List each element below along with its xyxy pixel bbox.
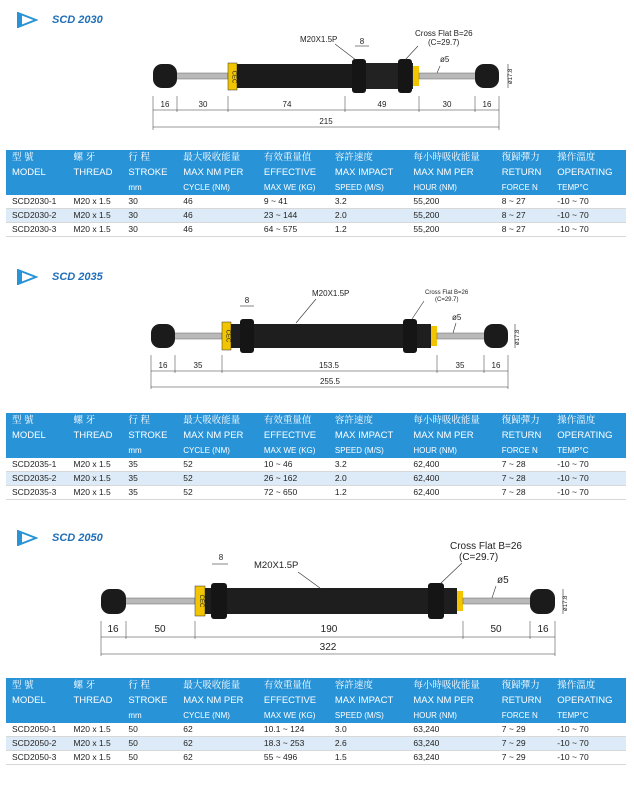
header-cell: [6, 443, 67, 458]
header-cell: 最大吸收能量: [183, 152, 241, 163]
collar-label: CEC: [230, 70, 237, 84]
cell-impact-speed: 1.2: [334, 224, 347, 234]
cap-diameter-label: ø17.8: [563, 595, 569, 611]
header-row-en: [6, 165, 626, 180]
header-cell: CYCLE (NM): [183, 183, 230, 192]
cell-return-force: 7 ~ 28: [501, 459, 526, 469]
dim-label: 30: [442, 100, 452, 109]
cell-effective-we: 64 ~ 575: [263, 224, 298, 234]
cell-max-nm-hour: 62,400: [413, 473, 440, 483]
cell-operating-temp: -10 ~ 70: [557, 487, 589, 497]
spec-table: [6, 678, 626, 765]
header-cell: [6, 708, 67, 723]
rod-diameter-label: ø5: [452, 313, 462, 322]
cell-thread: M20 x 1.5: [73, 224, 111, 234]
cell-stroke: 30: [128, 210, 138, 220]
dim-label: 74: [282, 100, 292, 109]
dim-label: 190: [320, 624, 338, 635]
cell-max-nm-hour: 63,240: [413, 724, 440, 734]
cell-return-force: 7 ~ 28: [501, 487, 526, 497]
cell-thread: M20 x 1.5: [73, 724, 111, 734]
header-cell: HOUR (NM): [413, 711, 457, 720]
cell-model: SCD2035-2: [12, 473, 57, 483]
cell-max-nm-cycle: 62: [183, 738, 193, 748]
header-cell: mm: [128, 711, 142, 720]
collar-label: CEC: [198, 594, 204, 608]
header-cell: 行 程: [128, 415, 150, 426]
header-cell: [67, 708, 122, 723]
cell-effective-we: 10 ~ 46: [263, 459, 293, 469]
header-cell: HOUR (NM): [413, 183, 457, 192]
header-cell: MAX NM PER: [183, 430, 244, 441]
header-cell: FORCE N: [501, 446, 538, 455]
header-cell: MODEL: [12, 695, 46, 706]
cell-stroke: 50: [128, 738, 138, 748]
cell-effective-we: 10.1 ~ 124: [263, 724, 305, 734]
cell-thread: M20 x 1.5: [73, 738, 111, 748]
cell-impact-speed: 3.2: [334, 459, 347, 469]
header-cell: RETURN: [501, 167, 542, 178]
header-cell: MAX WE (KG): [263, 446, 316, 455]
cell-max-nm-hour: 55,200: [413, 196, 440, 206]
cell-impact-speed: 2.0: [334, 473, 347, 483]
cell-max-nm-hour: 55,200: [413, 224, 440, 234]
cell-max-nm-hour: 63,240: [413, 752, 440, 762]
dim-label: 30: [198, 100, 208, 109]
header-cell: 操作溫度: [557, 680, 596, 691]
header-cell: STROKE: [128, 695, 168, 706]
header-cell: MAX IMPACT: [334, 167, 394, 178]
header-row-cn: [6, 413, 626, 428]
section-title: SCD 2035: [52, 271, 103, 283]
header-cell: MODEL: [12, 430, 46, 441]
flat-c-label: (C=29.7): [428, 38, 460, 47]
flat-c-label: (C=29.7): [459, 552, 499, 563]
cell-return-force: 8 ~ 27: [501, 224, 526, 234]
header-cell: STROKE: [128, 167, 168, 178]
header-cell: CYCLE (NM): [183, 446, 230, 455]
cap-diameter-label: ø17.8: [515, 329, 521, 345]
header-row-unit: [6, 708, 626, 723]
table-row: [6, 223, 626, 237]
cell-operating-temp: -10 ~ 70: [557, 473, 589, 483]
header-cell: EFFECTIVE: [263, 167, 317, 178]
header-cell: SPEED (M/S): [334, 711, 384, 720]
header-cell: HOUR (NM): [413, 446, 457, 455]
header-row-cn: [6, 678, 626, 693]
cell-return-force: 7 ~ 28: [501, 473, 526, 483]
header-cell: MAX WE (KG): [263, 183, 316, 192]
nut-label: 8: [218, 553, 224, 562]
header-cell: 最大吸收能量: [183, 680, 241, 691]
table-row: [6, 486, 626, 500]
cell-impact-speed: 1.5: [334, 752, 347, 762]
header-cell: MAX NM PER: [413, 430, 474, 441]
cell-effective-we: 23 ~ 144: [263, 210, 298, 220]
cell-stroke: 35: [128, 487, 138, 497]
rod-diameter-label: ø5: [497, 575, 509, 586]
dim-label: 50: [154, 624, 166, 635]
section-scd-2050: [0, 528, 634, 791]
cell-model: SCD2030-2: [12, 210, 57, 220]
table-row: [6, 723, 626, 737]
header-cell: 型 號: [12, 680, 34, 691]
cell-max-nm-hour: 55,200: [413, 210, 440, 220]
header-row-en: [6, 428, 626, 443]
header-cell: 復歸彈力: [501, 680, 540, 691]
cap-diameter-label: ø17.8: [508, 68, 514, 84]
header-cell: THREAD: [73, 430, 113, 441]
cell-effective-we: 55 ~ 496: [263, 752, 298, 762]
thread-label: M20X1.5P: [312, 289, 350, 298]
dim-label: 35: [193, 361, 203, 370]
header-cell: [67, 180, 122, 195]
cell-effective-we: 72 ~ 650: [263, 487, 298, 497]
total-length-label: 322: [319, 642, 337, 653]
cell-max-nm-hour: 63,240: [413, 738, 440, 748]
total-length-label: 255.5: [319, 377, 341, 386]
cell-thread: M20 x 1.5: [73, 473, 111, 483]
cell-max-nm-hour: 62,400: [413, 487, 440, 497]
header-cell: 每小時吸收能量: [413, 152, 480, 163]
header-cell: RETURN: [501, 430, 542, 441]
cell-max-nm-cycle: 46: [183, 210, 193, 220]
header-cell: [6, 180, 67, 195]
spec-table: [6, 150, 626, 237]
header-cell: 操作溫度: [557, 152, 596, 163]
header-cell: OPERATING: [557, 695, 613, 706]
section-scd-2035: [0, 263, 634, 513]
header-cell: 容許速度: [334, 152, 373, 163]
cell-model: SCD2050-2: [12, 738, 57, 748]
table-row: [6, 472, 626, 486]
section-title: SCD 2030: [52, 14, 103, 26]
flat-label: Cross Flat B=26: [450, 541, 522, 552]
cell-return-force: 7 ~ 29: [501, 752, 526, 762]
total-length-label: 215: [319, 117, 333, 126]
cell-operating-temp: -10 ~ 70: [557, 210, 589, 220]
cell-operating-temp: -10 ~ 70: [557, 459, 589, 469]
header-cell: 每小時吸收能量: [413, 680, 480, 691]
shock-absorber-drawing: [0, 263, 634, 403]
header-cell: 螺 牙: [73, 680, 96, 691]
cell-model: SCD2035-3: [12, 487, 57, 497]
header-cell: EFFECTIVE: [263, 695, 317, 706]
cell-max-nm-cycle: 46: [183, 224, 193, 234]
table-row: [6, 209, 626, 223]
header-cell: OPERATING: [557, 167, 613, 178]
header-cell: 型 號: [12, 152, 34, 163]
dim-label: 35: [455, 361, 465, 370]
header-cell: 有效重量值: [263, 152, 312, 163]
header-cell: 螺 牙: [73, 415, 96, 426]
cell-model: SCD2030-3: [12, 224, 57, 234]
dim-label: 49: [377, 100, 387, 109]
header-cell: 容許速度: [334, 415, 373, 426]
cell-return-force: 8 ~ 27: [501, 210, 526, 220]
cell-return-force: 8 ~ 27: [501, 196, 526, 206]
cell-return-force: 7 ~ 29: [501, 724, 526, 734]
section-scd-2030: [0, 0, 634, 250]
cell-stroke: 35: [128, 473, 138, 483]
spec-table: [6, 413, 626, 500]
header-cell: 有效重量值: [263, 415, 312, 426]
header-cell: TEMP°C: [557, 446, 589, 455]
header-cell: mm: [128, 183, 142, 192]
header-cell: 復歸彈力: [501, 152, 540, 163]
cell-thread: M20 x 1.5: [73, 196, 111, 206]
cell-stroke: 30: [128, 196, 138, 206]
flat-label: Cross Flat B=26: [415, 29, 473, 38]
header-cell: 有效重量值: [263, 680, 312, 691]
header-cell: EFFECTIVE: [263, 430, 317, 441]
thread-label: M20X1.5P: [254, 560, 299, 571]
cell-max-nm-cycle: 46: [183, 196, 193, 206]
table-row: [6, 458, 626, 472]
header-cell: [67, 443, 122, 458]
header-cell: MAX NM PER: [183, 167, 244, 178]
header-cell: 螺 牙: [73, 152, 96, 163]
shock-absorber-drawing: [0, 0, 634, 140]
header-cell: TEMP°C: [557, 711, 589, 720]
cell-impact-speed: 2.6: [334, 738, 347, 748]
header-cell: MAX NM PER: [183, 695, 244, 706]
collar-label: CEC: [224, 329, 231, 343]
header-row-unit: [6, 180, 626, 195]
cell-max-nm-cycle: 62: [183, 724, 193, 734]
cell-impact-speed: 1.2: [334, 487, 347, 497]
header-cell: SPEED (M/S): [334, 446, 384, 455]
header-cell: THREAD: [73, 167, 113, 178]
cell-max-nm-hour: 62,400: [413, 459, 440, 469]
header-cell: 每小時吸收能量: [413, 415, 480, 426]
dim-label: 16: [158, 361, 168, 370]
header-cell: TEMP°C: [557, 183, 589, 192]
header-cell: MAX NM PER: [413, 167, 474, 178]
cell-return-force: 7 ~ 29: [501, 738, 526, 748]
header-cell: 操作溫度: [557, 415, 596, 426]
cell-effective-we: 26 ~ 162: [263, 473, 298, 483]
cell-stroke: 30: [128, 224, 138, 234]
cell-max-nm-cycle: 52: [183, 473, 193, 483]
cell-max-nm-cycle: 52: [183, 459, 193, 469]
header-cell: OPERATING: [557, 430, 613, 441]
cell-model: SCD2030-1: [12, 196, 57, 206]
dim-label: 50: [490, 624, 502, 635]
section-title: SCD 2050: [52, 532, 103, 544]
header-cell: 容許速度: [334, 680, 373, 691]
table-row: [6, 737, 626, 751]
flat-c-label: (C=29.7): [435, 297, 459, 303]
rod-diameter-label: ø5: [440, 55, 450, 64]
cell-stroke: 50: [128, 752, 138, 762]
flat-label: Cross Flat B=26: [425, 290, 469, 296]
header-cell: mm: [128, 446, 142, 455]
cell-thread: M20 x 1.5: [73, 459, 111, 469]
header-cell: STROKE: [128, 430, 168, 441]
cell-operating-temp: -10 ~ 70: [557, 738, 589, 748]
nut-label: 8: [244, 296, 250, 305]
dim-label: 16: [160, 100, 170, 109]
cell-operating-temp: -10 ~ 70: [557, 752, 589, 762]
dim-label: 16: [107, 624, 119, 635]
header-cell: MAX NM PER: [413, 695, 474, 706]
cell-thread: M20 x 1.5: [73, 210, 111, 220]
header-cell: MODEL: [12, 167, 46, 178]
cell-model: SCD2050-1: [12, 724, 57, 734]
header-cell: SPEED (M/S): [334, 183, 384, 192]
cell-impact-speed: 3.0: [334, 724, 347, 734]
cell-thread: M20 x 1.5: [73, 487, 111, 497]
header-row-unit: [6, 443, 626, 458]
cell-impact-speed: 2.0: [334, 210, 347, 220]
cell-operating-temp: -10 ~ 70: [557, 224, 589, 234]
cell-stroke: 50: [128, 724, 138, 734]
header-cell: FORCE N: [501, 183, 538, 192]
dim-label: 16: [482, 100, 492, 109]
shock-absorber-drawing: [0, 528, 634, 668]
cell-model: SCD2035-1: [12, 459, 57, 469]
cell-thread: M20 x 1.5: [73, 752, 111, 762]
header-cell: CYCLE (NM): [183, 711, 230, 720]
cell-effective-we: 9 ~ 41: [263, 196, 288, 206]
dim-label: 153.5: [318, 361, 340, 370]
cell-max-nm-cycle: 62: [183, 752, 193, 762]
header-cell: 行 程: [128, 152, 150, 163]
header-cell: RETURN: [501, 695, 542, 706]
nut-label: 8: [359, 37, 365, 46]
table-row: [6, 195, 626, 209]
header-cell: 行 程: [128, 680, 150, 691]
thread-label: M20X1.5P: [300, 35, 338, 44]
cell-impact-speed: 3.2: [334, 196, 347, 206]
header-cell: MAX IMPACT: [334, 695, 394, 706]
cell-max-nm-cycle: 52: [183, 487, 193, 497]
cell-operating-temp: -10 ~ 70: [557, 724, 589, 734]
header-cell: FORCE N: [501, 711, 538, 720]
cell-stroke: 35: [128, 459, 138, 469]
cell-effective-we: 18.3 ~ 253: [263, 738, 305, 748]
header-cell: 型 號: [12, 415, 34, 426]
table-row: [6, 751, 626, 765]
header-cell: THREAD: [73, 695, 113, 706]
dim-label: 16: [537, 624, 549, 635]
cell-model: SCD2050-3: [12, 752, 57, 762]
dim-label: 16: [491, 361, 501, 370]
header-cell: 最大吸收能量: [183, 415, 241, 426]
header-row-en: [6, 693, 626, 708]
cell-operating-temp: -10 ~ 70: [557, 196, 589, 206]
header-cell: 復歸彈力: [501, 415, 540, 426]
header-row-cn: [6, 150, 626, 165]
header-cell: MAX WE (KG): [263, 711, 316, 720]
header-cell: MAX IMPACT: [334, 430, 394, 441]
